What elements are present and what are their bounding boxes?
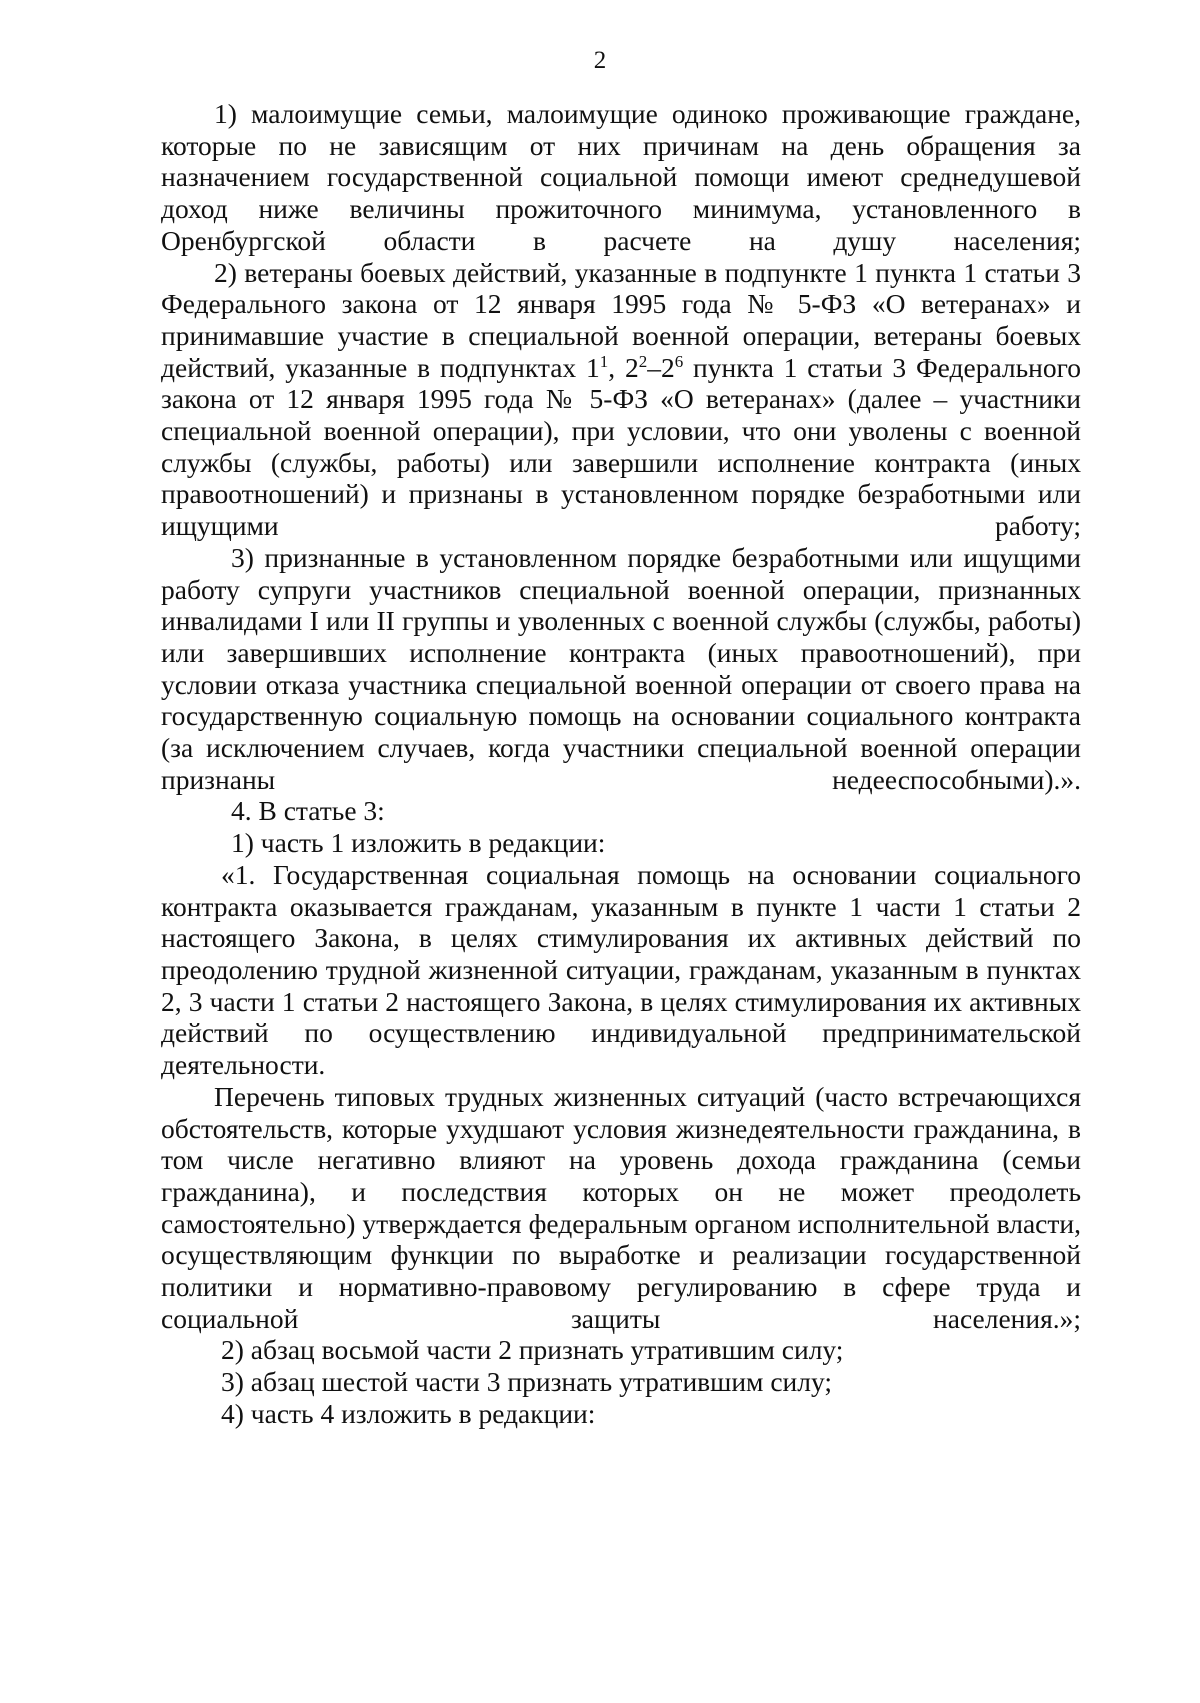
quoted-part-1: «1. Государственная социальная помощь на основании социального контракта оказывается гражданам, указанным в пункте 1 части 1 статьи 2 настоящего Закона, в целях стимулирования их активных действий по преодолению трудной жизненной ситуации, гражданам, указанным в пунктах 2, 3 части 1 статьи 2 настоящего Закона, в целях стимулирования их активных действий по осуществлению индивидуальной предпринимательской деятельности. xyxy=(161,858,1081,1081)
superscript-6: 6 xyxy=(674,351,684,371)
paragraph-item-2-text-a: 2) ветераны боевых действий, указанные в подпункте 1 пункта 1 статьи 3 Федерального закона от 12 января 1995 года № 5-ФЗ «О ветеранах» и принимавшие участие в специальной военной операции, ветераны боевых действий, указанные в подпунктах 1 xyxy=(161,256,1081,383)
paragraph-item-2-text-b: , 2 xyxy=(608,351,639,383)
superscript-1: 1 xyxy=(599,351,609,371)
subsection-3: 3) абзац шестой части 3 признать утратившим силу; xyxy=(221,1366,832,1398)
subsection-4-intro: 4) часть 4 изложить в редакции: xyxy=(221,1397,596,1429)
typical-situations-paragraph: Перечень типовых трудных жизненных ситуаций (часто встречающихся обстоятельств, которые ухудшают условия жизнедеятельности гражданина, в том числе негативно влияют на уровень дохода гражданина (семьи гражданина), и последствия которых он не может преодолеть самостоятельно) утверждается федеральным органом исполнительной власти, осуществляющим функции по выработке и реализации государственной политики и нормативно-правовому регулированию в сфере труда и социальной защиты населения.»; xyxy=(161,1080,1081,1334)
paragraph-item-3: 3) признанные в установленном порядке безработными или ищущими работу супруги участников специальной военной операции, признанных инвалидами I или II группы и уволенных с военной службы (службы, работы) или завершивших исполнение контракта (иных правоотношений), при условии отказа участника специальной военной операции от своего права на государственную социальную помощь на основании социального контракта (за исключением случаев, когда участники специальной военной операции признаны недееспособными).». xyxy=(161,541,1081,795)
paragraph-item-1: 1) малоимущие семьи, малоимущие одиноко проживающие граждане, которые по не зависящим от них причинам на день обращения за назначением государственной социальной помощи имеют среднедушевой доход ниже величины прожиточного минимума, установленного в Оренбургской области в расчете на душу населения; xyxy=(161,98,1081,256)
paragraph-item-2-text-d: пункта 1 статьи 3 Федерального закона от 12 января 1995 года № 5-ФЗ «О ветеранах» (далее – участники специальной военной операции), при условии, что они уволены с военной службы (службы, работы) или завершили исполнение контракта (иных правоотношений) и признаны в установленном порядке безработными или ищущими работу; xyxy=(161,351,1081,542)
paragraph-item-2 xyxy=(161,257,1081,542)
subsection-2: 2) абзац восьмой части 2 признать утратившим силу; xyxy=(221,1334,844,1366)
paragraph-item-2-text-c: –2 xyxy=(647,351,675,383)
section-4-heading: 4. В статье 3: xyxy=(231,795,385,827)
subsection-1-intro: 1) часть 1 изложить в редакции: xyxy=(231,827,606,859)
superscript-2: 2 xyxy=(638,351,648,371)
document-body xyxy=(161,98,1081,1430)
page-number: 2 xyxy=(593,47,607,74)
